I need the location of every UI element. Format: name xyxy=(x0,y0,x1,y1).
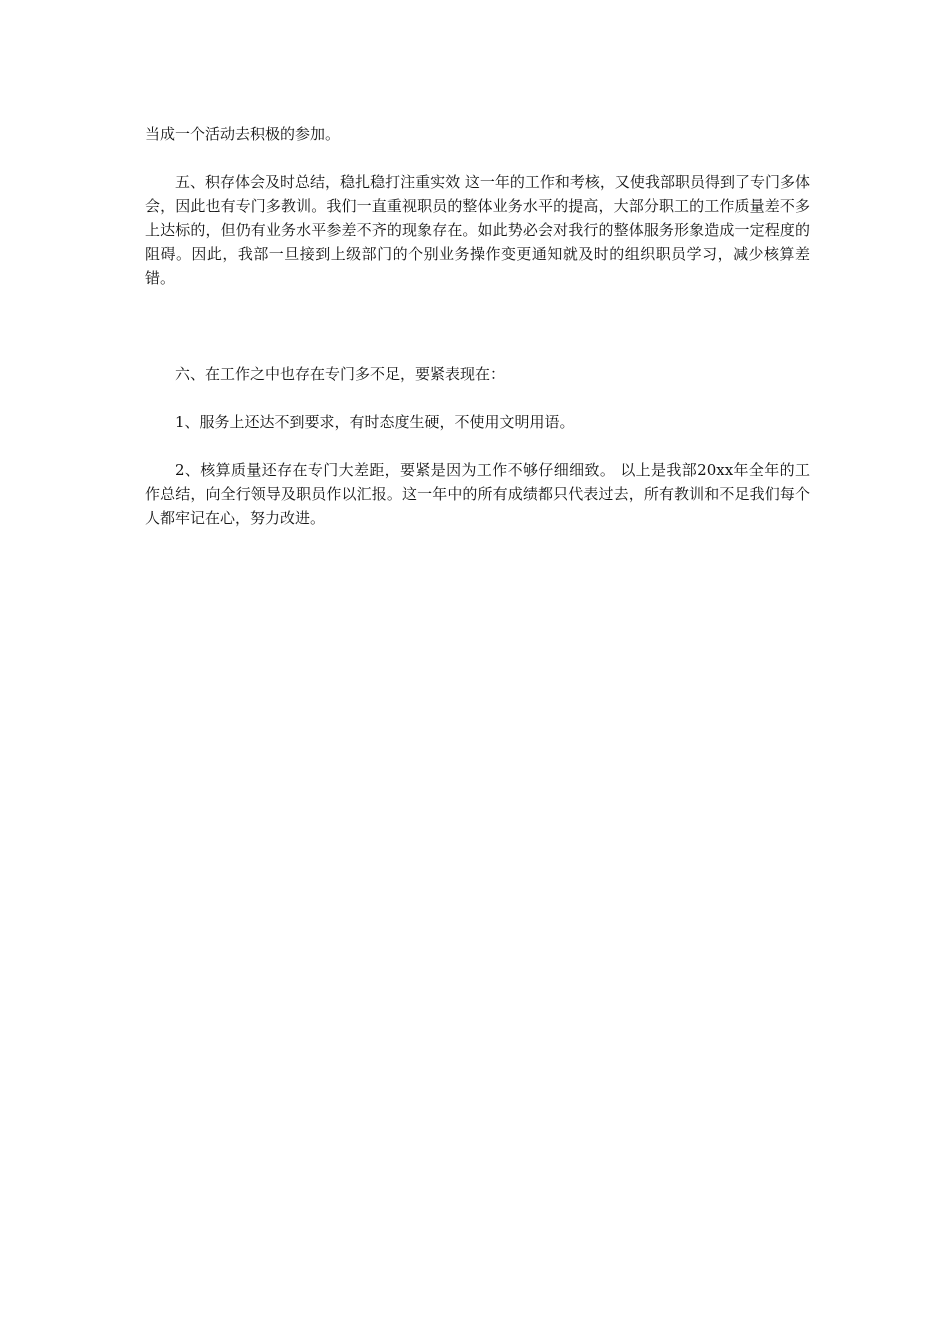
paragraph-item-one: 1、服务上还达不到要求，有时态度生硬，不使用文明用语。 xyxy=(175,413,575,431)
paragraph-continuation: 当成一个活动去积极的参加。 xyxy=(145,125,341,143)
paragraph-section-six: 六、在工作之中也存在专门多不足，要紧表现在： xyxy=(175,365,506,383)
paragraph-item-two: 2、核算质量还存在专门大差距，要紧是因为工作不够仔细细致。 以上是我部20xx年全年的工作总结，向全行领导及职员作以汇报。这一年中的所有成绩都只代表过去，所有教训和不足我们每个人都牢记在心，努力改进。 xyxy=(145,461,810,527)
document-body xyxy=(145,122,810,530)
paragraph-section-five: 五、积存体会及时总结，稳扎稳打注重实效 这一年的工作和考核，又使我部职员得到了专门多体会，因此也有专门多教训。我们一直重视职员的整体业务水平的提高，大部分职工的工作质量差不多上达标的，但仍有业务水平参差不齐的现象存在。如此势必会对我行的整体服务形象造成一定程度的阻碍。因此，我部一旦接到上级部门的个别业务操作变更通知就及时的组织职员学习，减少核算差错。 xyxy=(145,173,810,287)
